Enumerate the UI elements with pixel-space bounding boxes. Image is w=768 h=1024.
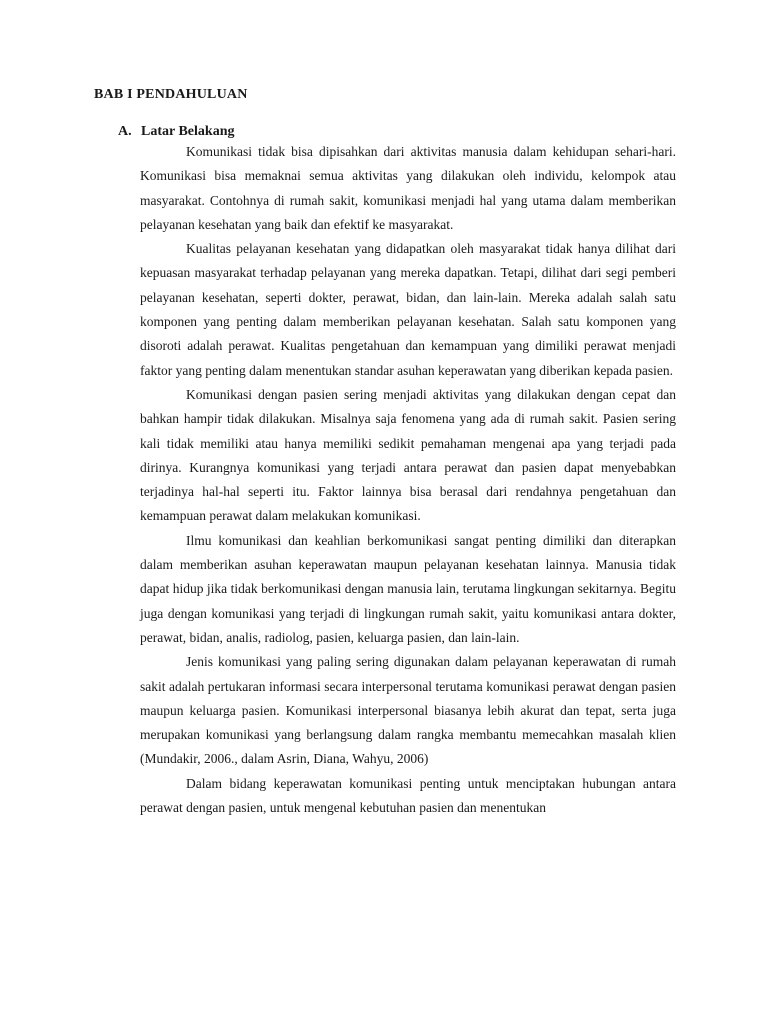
paragraph-1: Komunikasi tidak bisa dipisahkan dari aktivitas manusia dalam kehidupan sehari-hari. Komunikasi bisa memaknai semua aktivitas yang dilakukan oleh individu, kelompok atau masyarakat. Contohnya di rumah sakit, komunikasi menjadi hal yang utama dalam memberikan pelayanan kesehatan yang baik dan efektif ke masyarakat. [140,144,676,232]
section-number: A. [118,124,132,139]
paragraph-5: Jenis komunikasi yang paling sering digunakan dalam pelayanan keperawatan di rumah sakit adalah pertukaran informasi secara interpersonal terutama komunikasi perawat dengan pasien maupun keluarga pasien. Komunikasi interpersonal biasanya lebih akurat dan tepat, serta juga merupakan komunikasi yang berlangsung dalam rangka membantu memecahkan masalah klien (Mundakir, 2006., dalam Asrin, Diana, Wahyu, 2006) [140,654,676,767]
section-heading [118,124,234,140]
paragraph-3: Komunikasi dengan pasien sering menjadi aktivitas yang dilakukan dengan cepat dan bahkan hampir tidak dilakukan. Misalnya saja fenomena yang ada di rumah sakit. Pasien sering kali tidak memiliki atau hanya memiliki sedikit pemahaman mengenai apa yang terjadi pada dirinya. Kurangnya komunikasi yang terjadi antara perawat dan pasien dapat menyebabkan terjadinya hal-hal seperti itu. Faktor lainnya bisa berasal dari rendahnya pengetahuan dan kemampuan perawat dalam melakukan komunikasi. [140,386,676,524]
paragraph-2: Kualitas pelayanan kesehatan yang didapatkan oleh masyarakat tidak hanya dilihat dari kepuasan masyarakat terhadap pelayanan yang mereka dapatkan. Tetapi, dilihat dari segi pemberi pelayanan kesehatan, seperti dokter, perawat, bidan, dan lain-lain. Mereka adalah salah satu komponen yang penting dalam memberikan pelayanan kesehatan. Salah satu komponen yang disoroti adalah perawat. Kualitas pengetahuan dan kemampuan yang dimiliki perawat menjadi faktor yang penting dalam menentukan standar asuhan keperawatan yang diberikan kepada pasien. [140,241,676,378]
body-text [140,140,676,820]
chapter-title: BAB I PENDAHULUAN [94,87,248,102]
paragraph-6: Dalam bidang keperawatan komunikasi penting untuk menciptakan hubungan antara perawat dengan pasien, untuk mengenal kebutuhan pasien dan menentukan [140,775,676,816]
section-title: Latar Belakang [141,124,235,139]
paragraph-4: Ilmu komunikasi dan keahlian berkomunikasi sangat penting dimiliki dan diterapkan dalam memberikan asuhan keperawatan maupun pelayanan kesehatan lainnya. Manusia tidak dapat hidup jika tidak berkomunikasi dengan manusia lain, terutama lingkungan sekitarnya. Begitu juga dengan komunikasi yang terjadi di lingkungan rumah sakit, yaitu komunikasi antara dokter, perawat, bidan, analis, radiolog, pasien, keluarga pasien, dan lain-lain. [140,532,676,645]
